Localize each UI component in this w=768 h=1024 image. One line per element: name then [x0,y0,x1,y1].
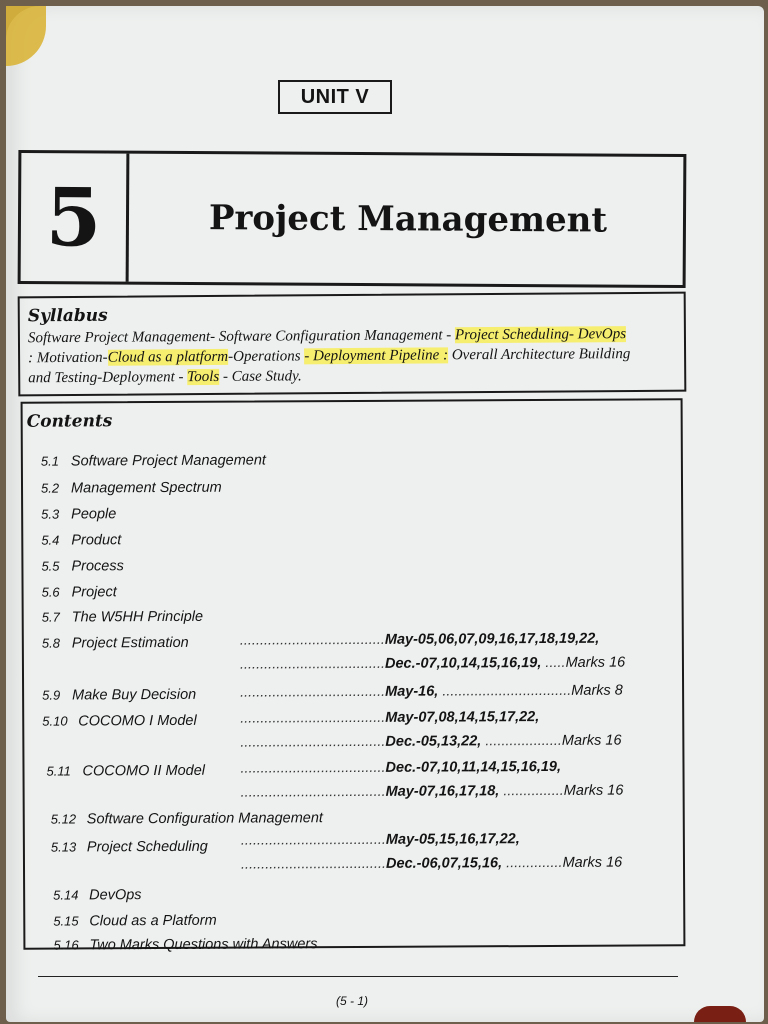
contents-item-title: Product [71,532,122,549]
contents-item-number: 5.16 [53,937,79,953]
contents-item-title: Process [71,558,124,575]
dot-leader: .................................... [240,783,386,801]
contents-item-title: Project Estimation [71,634,189,652]
syllabus-phrase: Overall Architecture Building [447,346,631,364]
contents-item-title: Management Spectrum [70,479,222,497]
contents-item-title: Two Marks Questions with Answers [89,936,318,954]
contents-item-title: COCOMO II Model [82,762,206,780]
dot-leader: .................................... [240,855,387,873]
contents-item-number: 5.15 [53,913,79,929]
contents-item [41,532,121,548]
exam-reference [240,759,561,777]
contents-item [42,584,117,600]
dot-leader: .................................... [240,683,386,701]
exam-years: May-05,06,07,09,16,17,18,19,22, [384,630,600,648]
page-number: (5 - 1) [336,994,369,1008]
contents-item-number: 5.11 [46,763,71,779]
contents-item-title: People [71,506,117,523]
contents-heading: Contents [26,411,113,432]
contents-item-number: 5.14 [53,887,79,903]
book-page [6,6,764,1022]
chapter-title: Project Management [208,198,608,241]
syllabus-text [28,324,678,389]
exam-reference [241,855,622,873]
exam-marks: Marks 16 [565,654,626,671]
exam-years: May-05,15,16,17,22, [385,831,520,848]
contents-item-number: 5.4 [41,532,60,548]
contents-item-title: The W5HH Principle [71,608,204,626]
contents-item-number: 5.5 [41,558,60,574]
contents-item [51,839,208,856]
dot-leader: ................................ [438,682,572,700]
contents-item-title: COCOMO I Model [78,712,197,730]
contents-item-number: 5.8 [41,635,60,651]
contents-item-title: DevOps [89,887,142,904]
contents-section [21,398,686,954]
chapter-number: 5 [21,153,130,282]
dot-leader: ................... [481,732,562,750]
contents-item [41,558,123,574]
dot-leader: ............... [499,782,564,800]
syllabus-line [28,364,678,389]
dot-leader: .................................... [239,655,386,673]
exam-reference [240,733,621,751]
syllabus-phrase: and Testing-Deployment - [28,369,188,387]
page-corner-curl [6,6,46,66]
exam-years: Dec.-07,10,11,14,15,16,19, [385,758,562,776]
contents-item [41,506,116,522]
highlighted-phrase: Tools [187,368,220,386]
exam-years: Dec.-07,10,14,15,16,19, [384,655,542,672]
syllabus-phrase: : Motivation- [28,349,108,367]
dot-leader: .................................... [240,733,386,751]
contents-item [42,713,197,730]
exam-reference [240,709,539,727]
dot-leader: .............. [502,854,563,872]
syllabus-phrase: Software Project Management- Software Configuration Management - [27,327,456,347]
contents-item [41,480,222,497]
contents-item-number: 5.9 [42,687,61,703]
exam-years: Dec.-06,07,15,16, [385,855,503,872]
contents-item-number: 5.7 [41,609,60,625]
unit-label: UNIT V [278,80,392,114]
exam-reference [241,831,520,848]
exam-marks: Marks 16 [562,854,623,871]
contents-item-title: Software Configuration Management [86,810,323,828]
dot-leader: .................................... [239,631,385,649]
contents-item [51,810,323,827]
contents-item [41,452,266,469]
syllabus-heading: Syllabus [27,305,108,327]
exam-years: Dec.-05,13,22, [385,733,482,750]
contents-item-number: 5.6 [41,584,60,600]
contents-list [23,400,684,954]
contents-item-number: 5.12 [50,811,77,827]
contents-item [42,609,203,626]
contents-item [46,763,205,780]
syllabus-phrase: - Case Study. [219,368,302,385]
exam-marks: Marks 8 [571,682,623,699]
exam-reference [240,683,623,701]
exam-reference [241,783,624,801]
contents-item [42,635,189,652]
syllabus-phrase: -Operations [228,348,305,365]
dot-leader: .................................... [240,759,386,777]
highlighted-phrase: - Deployment Pipeline : [304,347,449,365]
exam-marks: Marks 16 [563,782,624,799]
contents-item-number: 5.3 [41,506,60,522]
dot-leader: ..... [541,654,566,672]
exam-marks: Marks 16 [561,732,622,749]
contents-item [53,936,317,953]
contents-item-title: Project Scheduling [86,838,208,856]
contents-item-number: 5.2 [40,480,60,496]
exam-years: May-07,16,17,18, [385,783,500,800]
contents-item-title: Cloud as a Platform [89,912,217,930]
exam-years: May-07,08,14,15,17,22, [385,709,540,726]
exam-reference [240,631,600,649]
dot-leader: .................................... [240,831,386,849]
footer-rule [38,976,678,977]
exam-reference [240,655,625,673]
page-corner-shadow [694,1006,746,1022]
chapter-header [18,150,687,288]
highlighted-phrase: Cloud as a platform [107,348,229,366]
contents-item-title: Make Buy Decision [72,686,197,704]
contents-item-title: Project [71,584,117,601]
highlighted-phrase: Project Scheduling- DevOps [454,326,627,344]
dot-leader: .................................... [240,709,386,727]
contents-item [53,913,216,930]
contents-item-number: 5.1 [40,453,59,469]
exam-years: May-16, [385,683,439,700]
contents-item [53,887,141,903]
contents-item [42,687,196,704]
contents-item-title: Software Project Management [70,452,266,470]
contents-item-number: 5.10 [42,713,68,729]
syllabus-section [18,292,687,397]
contents-item-number: 5.13 [50,839,77,855]
